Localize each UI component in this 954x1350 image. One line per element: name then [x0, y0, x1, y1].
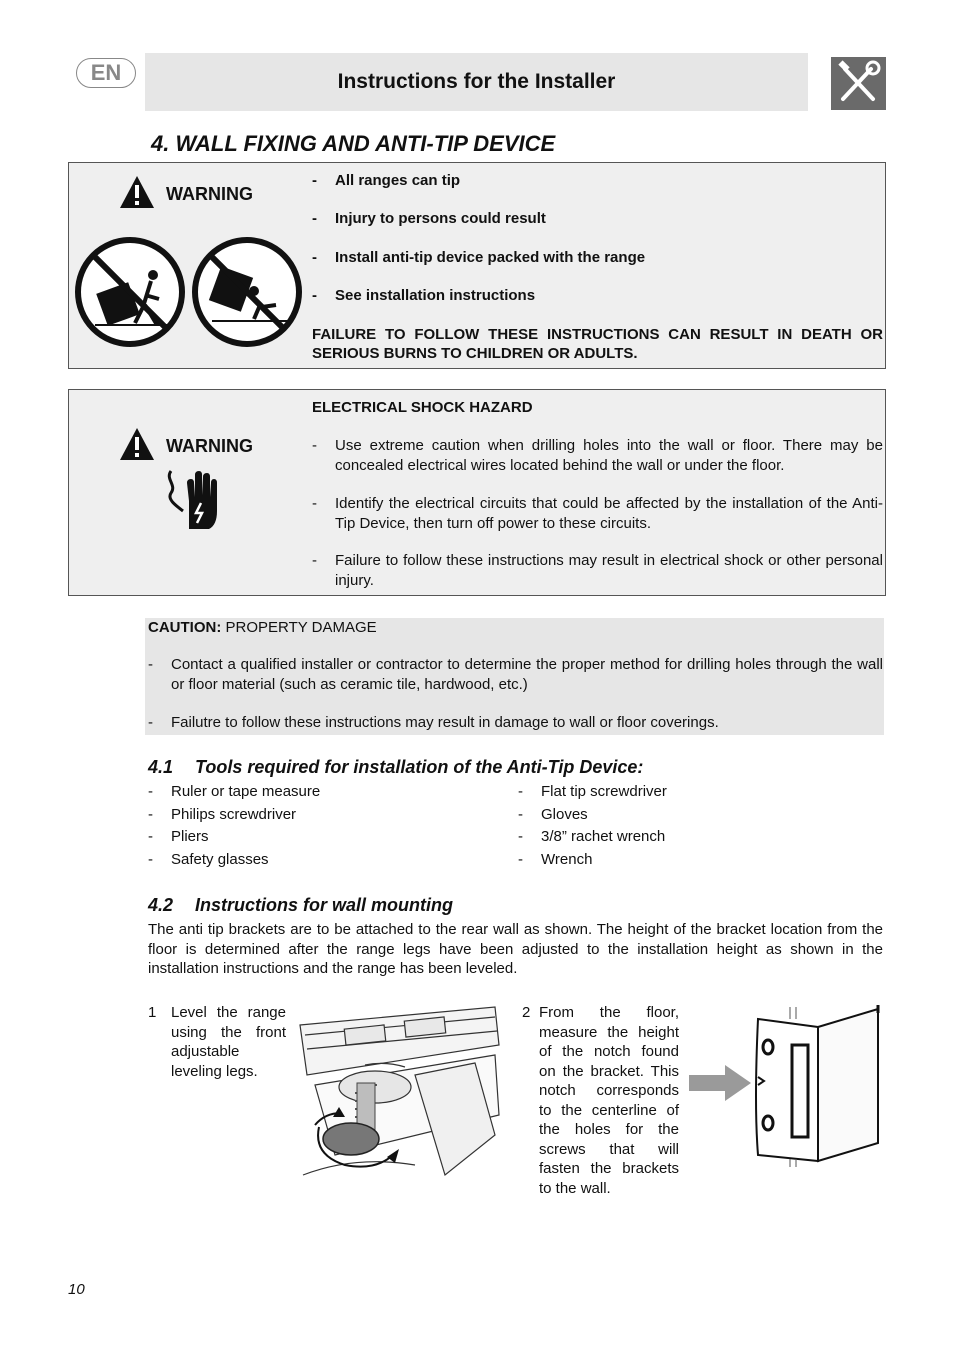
warning-box-electrical [68, 389, 886, 596]
list-dash: - [312, 287, 317, 304]
step-2-text: From the floor, measure the height of the notch found on the bracket. This notch corresponds to the centerline of the holes for the screws that will fasten the brackets to the wall. [539, 1004, 679, 1197]
caution-label: CAUTION: [148, 619, 222, 636]
list-dash: - [148, 783, 153, 800]
no-climbing-oven-icon [190, 235, 304, 354]
list-dash: - [148, 851, 153, 868]
list-dash: - [518, 806, 523, 823]
header-title: Instructions for the Installer [337, 70, 616, 93]
list-dash: - [518, 783, 523, 800]
list-dash: - [148, 714, 153, 731]
list-item-text: Failutre to follow these instructions may result in damage to wall or floor coverings. [171, 714, 719, 731]
list-item [312, 436, 883, 475]
tool-item-text: Flat tip screwdriver [541, 783, 667, 800]
tool-item-text: Ruler or tape measure [171, 783, 321, 800]
tool-item-text: Wrench [541, 851, 593, 868]
list-item-text: Contact a qualified installer or contractor to determine the proper method for drilling holes through the wall or floor material (such as ceramic tile, hardwood, etc.) [171, 656, 883, 693]
list-dash: - [312, 552, 317, 569]
tool-item-text: Pliers [171, 828, 209, 845]
step-1-text: Level the range using the front adjustable leveling legs. [171, 1004, 286, 1080]
caution-box [145, 618, 884, 735]
leveling-leg-illustration [295, 1005, 501, 1195]
list-item [312, 248, 883, 267]
electric-shock-hand-icon [163, 467, 225, 538]
tool-item-text: 3/8” rachet wrench [541, 828, 666, 845]
warning-label: WARNING [166, 436, 253, 456]
warning-label: WARNING [166, 184, 253, 204]
caution-text: PROPERTY DAMAGE [221, 619, 377, 636]
no-tipping-range-icon [73, 235, 187, 354]
screwdriver-wrench-icon [831, 57, 886, 110]
arrow-right-icon [689, 1065, 751, 1106]
warning-triangle-icon [119, 427, 155, 466]
list-dash: - [518, 828, 523, 845]
wall-intro-text: The anti tip brackets are to be attached to the rear wall as shown. The height of the bracket location from the floor is determined after the range legs have been adjusted to the installation height as shown in the installation instructions and the range has been leveled. [148, 921, 883, 977]
list-dash: - [312, 495, 317, 512]
wall-section-number: 4.2 [148, 895, 174, 915]
page-number: 10 [68, 1281, 85, 1298]
failure-warning-text: FAILURE TO FOLLOW THESE INSTRUCTIONS CAN RESULT IN DEATH OR SERIOUS BURNS TO CHILDREN OR ADULTS. [312, 326, 883, 362]
list-dash: - [312, 249, 317, 266]
list-item [312, 286, 883, 305]
list-item-text: See installation instructions [335, 287, 536, 304]
caution-heading [148, 618, 377, 638]
list-item-text: All ranges can tip [335, 172, 461, 189]
list-item [312, 209, 883, 228]
list-dash: - [312, 210, 317, 227]
tip-warning-list [312, 171, 883, 361]
list-dash: - [312, 437, 317, 454]
wall-section-title: Instructions for wall mounting [195, 895, 453, 915]
list-item-text: Install anti-tip device packed with the range [335, 249, 646, 266]
list-dash: - [148, 806, 153, 823]
anti-tip-bracket-illustration [752, 1005, 884, 1175]
warning-triangle-icon [119, 175, 155, 214]
list-item [312, 551, 883, 590]
section-title: 4. WALL FIXING AND ANTI-TIP DEVICE [151, 131, 556, 156]
language-badge: EN [76, 58, 136, 88]
electrical-warning-list [312, 398, 883, 593]
list-item [312, 494, 883, 533]
list-item-text: Use extreme caution when drilling holes into the wall or floor. There may be concealed electrical wires located behind the wall or under the floor. [335, 437, 883, 474]
step-1-number: 1 [148, 1004, 157, 1021]
tools-section-number: 4.1 [148, 757, 174, 777]
warning-box-tip [68, 162, 886, 369]
list-item-text: Failure to follow these instructions may result in electrical shock or other personal injury. [335, 552, 883, 589]
list-dash: - [148, 828, 153, 845]
tool-item-text: Safety glasses [171, 851, 269, 868]
list-dash: - [312, 172, 317, 189]
list-item-text: Injury to persons could result [335, 210, 546, 227]
list-dash: - [518, 851, 523, 868]
tools-section-title: Tools required for installation of the Anti-Tip Device: [195, 757, 644, 777]
step-2-number: 2 [522, 1004, 531, 1021]
tool-item-text: Gloves [541, 806, 588, 823]
tool-item-text: Philips screwdriver [171, 806, 297, 823]
electrical-hazard-heading: ELECTRICAL SHOCK HAZARD [312, 399, 533, 416]
list-item [148, 655, 883, 694]
list-item [312, 171, 883, 190]
list-dash: - [148, 656, 153, 673]
header-bar [145, 53, 808, 111]
list-item-text: Identify the electrical circuits that could be affected by the installation of the Anti-Tip Device, then turn off power to these circuits. [335, 495, 883, 532]
list-item [148, 713, 883, 733]
